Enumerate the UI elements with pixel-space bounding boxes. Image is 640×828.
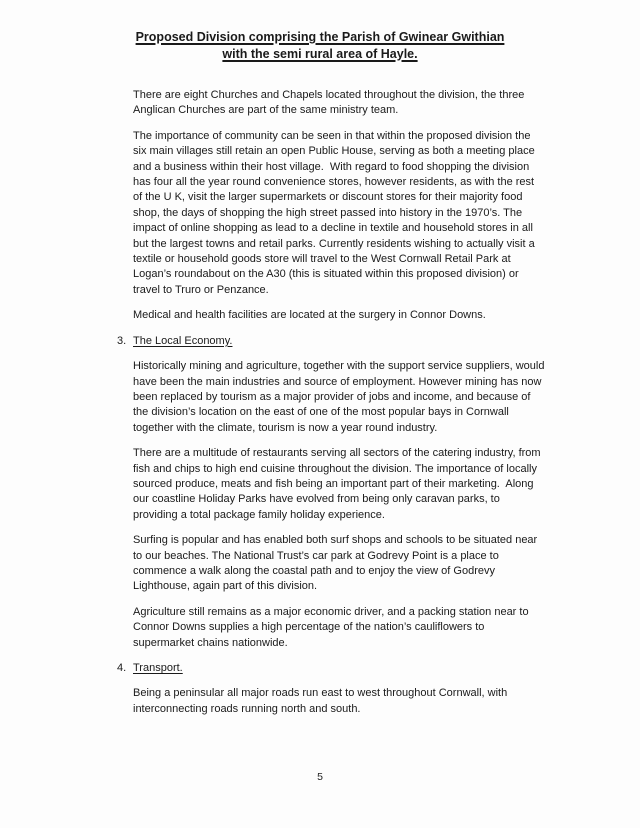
paragraph-community-shopping: The importance of community can be seen in that within the proposed division the six main villages still retain an open Public House, serving as both a meeting place and a business within their host village. With regard to food shopping the division has four all the year round convenience stores, however residents, as with the rest of the U K, visit the larger supermarkets or discount stores for their majority food shop, the days of shopping the high street passed into history in the 1970’s. The impact of online shopping as lead to a decline in textile and household stores in all but the largest towns and retail parks. Currently residents wishing to actually visit a textile or household goods store will travel to the West Cornwall Retail Park at Logan’s roundabout on the A30 (this is situated within this proposed division) or travel to Truro or Penzance.	[133, 129, 538, 296]
paragraph-churches: There are eight Churches and Chapels located throughout the division, the three Anglican Churches are part of the same ministry team.	[133, 89, 527, 117]
title-line-2: with the semi rural area of Hayle.	[222, 47, 418, 61]
section-number: 3.	[117, 334, 127, 347]
paragraph-surfing: Surfing is popular and has enabled both surf shops and schools to be situated near to our beaches. The National Trust’s car park at Godrevy Point is a place to commence a walk along the coastal path and to enjoy the view of Godrevy Lighthouse, again part of this division.	[133, 534, 541, 593]
paragraph-agriculture: Agriculture still remains as a major economic driver, and a packing station near to Connor Downs supplies a high percentage of the nation’s cauliflowers to supermarket chains nationwide.	[133, 605, 532, 649]
page-number: 5	[317, 771, 323, 783]
paragraph-mining-tourism: Historically mining and agriculture, together with the support service suppliers, would have been the main industries and source of employment. However mining has now been replaced by tourism as a major provider of jobs and income, and because of the division’s location on the east of one of the most popular bays in Cornwall together with the climate, tourism is now a year round industry.	[133, 360, 548, 434]
paragraph-medical: Medical and health facilities are located at the surgery in Connor Downs.	[133, 309, 486, 322]
section-heading-local-economy	[117, 334, 546, 349]
paragraph-restaurants-holiday-parks: There are a multitude of restaurants serving all sectors of the catering industry, from fish and chips to high end cuisine throughout the division. The importance of locally sourced produce, meats and fish being an important part of their marketing. Along our coastline Holiday Parks have evolved from being only caravan parks, to providing a total package family holiday experience.	[133, 447, 544, 521]
section-number: 4.	[117, 662, 127, 674]
title-line-1: Proposed Division comprising the Parish of Gwinear Gwithian	[135, 30, 505, 44]
section-heading-transport	[117, 661, 546, 676]
section-title: Transport.	[133, 662, 183, 674]
document-body	[117, 88, 548, 717]
document-title	[0, 29, 640, 63]
paragraph-roads: Being a peninsular all major roads run east to west throughout Cornwall, with interconnecting roads running north and south.	[133, 687, 511, 715]
section-title: The Local Economy.	[133, 334, 233, 347]
